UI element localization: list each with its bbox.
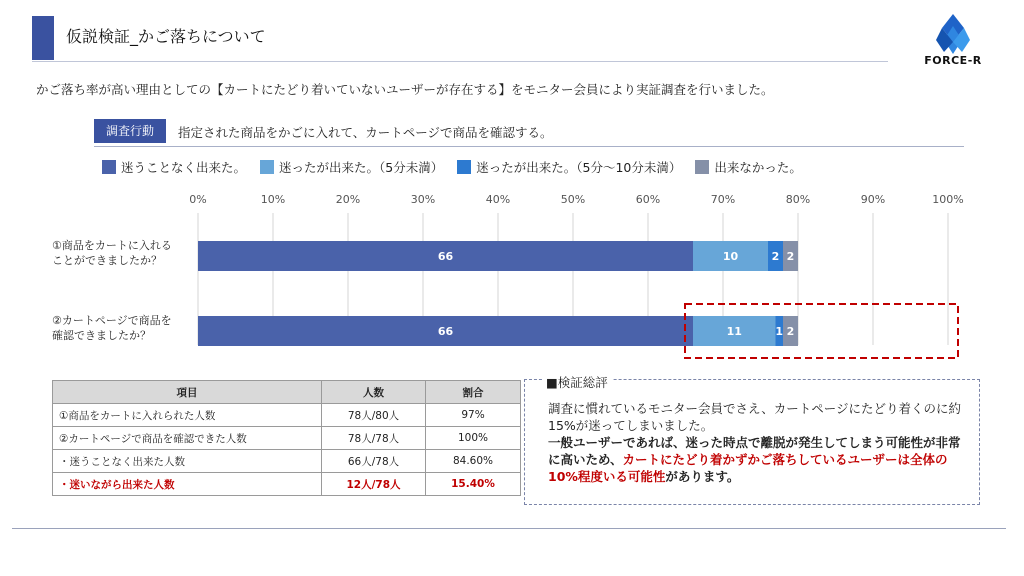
x-tick-label: 40%	[485, 193, 511, 206]
x-tick-label: 100%	[932, 193, 964, 206]
intro-text: かご落ち率が高い理由としての【カートにたどり着いていないユーザーが存在する】をモニター会員により実証調査を行いました。	[36, 82, 774, 97]
category-label: 確認できましたか？	[52, 329, 151, 342]
evaluation-bold-text: 一般ユーザーであれば、迷った時点で離脱が発生してしまう可能性が非常に高いため、	[548, 435, 961, 467]
category-label: ①商品をカートに入れる	[52, 239, 172, 252]
table-row-highlighted	[53, 473, 521, 496]
table-cell-ratio: 84.60%	[426, 450, 521, 473]
data-label: 1	[775, 325, 784, 338]
survey-underline	[94, 146, 964, 147]
legend-label: 出来なかった。	[714, 160, 802, 175]
x-tick-label: 0%	[189, 193, 207, 206]
data-label: 2	[786, 250, 795, 263]
table-cell-count: 66人/78人	[322, 450, 426, 473]
data-label: 66	[437, 250, 454, 263]
page-title: 仮説検証_かご落ちについて	[66, 27, 266, 46]
x-tick-label: 80%	[785, 193, 811, 206]
legend-item	[457, 158, 681, 176]
logo-text: FORCE-R	[924, 54, 982, 67]
table-cell-item: ・迷いながら出来た人数	[53, 473, 322, 496]
table-cell-item: ①商品をカートに入れられた人数	[53, 404, 322, 427]
category-label: ②カートページで商品を	[52, 314, 172, 327]
x-tick-label: 70%	[710, 193, 736, 206]
evaluation-line-1: 調査に慣れているモニター会員でさえ、カートページにたどり着くのに約15%が迷ってしまいました。	[548, 401, 962, 433]
stacked-bar-chart	[0, 185, 1024, 375]
chart-legend	[102, 158, 816, 176]
table-header-ratio: 割合	[426, 381, 521, 404]
legend-item	[260, 158, 443, 176]
table-cell-ratio: 15.40%	[426, 473, 521, 496]
legend-swatch	[457, 160, 471, 174]
table-cell-count: 12人/78人	[322, 473, 426, 496]
legend-label: 迷ったが出来た。（5分未満）	[279, 160, 444, 175]
table-cell-ratio: 97%	[426, 404, 521, 427]
survey-action-tag: 調査行動	[94, 119, 166, 143]
x-tick-label: 30%	[410, 193, 436, 206]
legend-label: 迷ったが出来た。（5分〜10分未満）	[476, 160, 682, 175]
evaluation-red-text: カートにたどり着かずかご落ちしているユーザーは全体の10%程度いる可能性	[548, 452, 948, 484]
table-header-count: 人数	[322, 381, 426, 404]
table-row	[53, 404, 521, 427]
legend-item	[102, 158, 246, 176]
footer-divider	[12, 528, 1006, 529]
data-label: 2	[786, 325, 795, 338]
legend-swatch	[695, 160, 709, 174]
x-tick-label: 90%	[860, 193, 886, 206]
x-tick-label: 50%	[560, 193, 586, 206]
legend-swatch	[102, 160, 116, 174]
table-cell-ratio: 100%	[426, 427, 521, 450]
table-row	[53, 450, 521, 473]
x-tick-label: 20%	[335, 193, 361, 206]
category-label: ことができましたか？	[52, 254, 162, 267]
data-label: 11	[726, 325, 742, 338]
data-label: 2	[771, 250, 780, 263]
evaluation-heading: ■検証総評	[542, 373, 612, 391]
title-underline	[32, 61, 888, 62]
evaluation-line-2	[548, 434, 972, 485]
title-accent-bar	[32, 16, 54, 60]
table-cell-item: ②カートページで商品を確認できた人数	[53, 427, 322, 450]
evaluation-bold-tail: があります。	[665, 469, 740, 484]
summary-table	[52, 380, 521, 496]
legend-label: 迷うことなく出来た。	[121, 160, 247, 175]
x-tick-label: 60%	[635, 193, 661, 206]
data-label: 10	[722, 250, 739, 263]
table-row	[53, 427, 521, 450]
table-cell-count: 78人/78人	[322, 427, 426, 450]
table-cell-item: ・迷うことなく出来た人数	[53, 450, 322, 473]
survey-action-text: 指定された商品をかごに入れて、カートページで商品を確認する。	[178, 125, 553, 140]
evaluation-body	[548, 400, 972, 485]
x-tick-label: 10%	[260, 193, 286, 206]
table-header-item: 項目	[53, 381, 322, 404]
legend-swatch	[260, 160, 274, 174]
data-label: 66	[437, 325, 454, 338]
legend-item	[695, 158, 802, 176]
table-cell-count: 78人/80人	[322, 404, 426, 427]
